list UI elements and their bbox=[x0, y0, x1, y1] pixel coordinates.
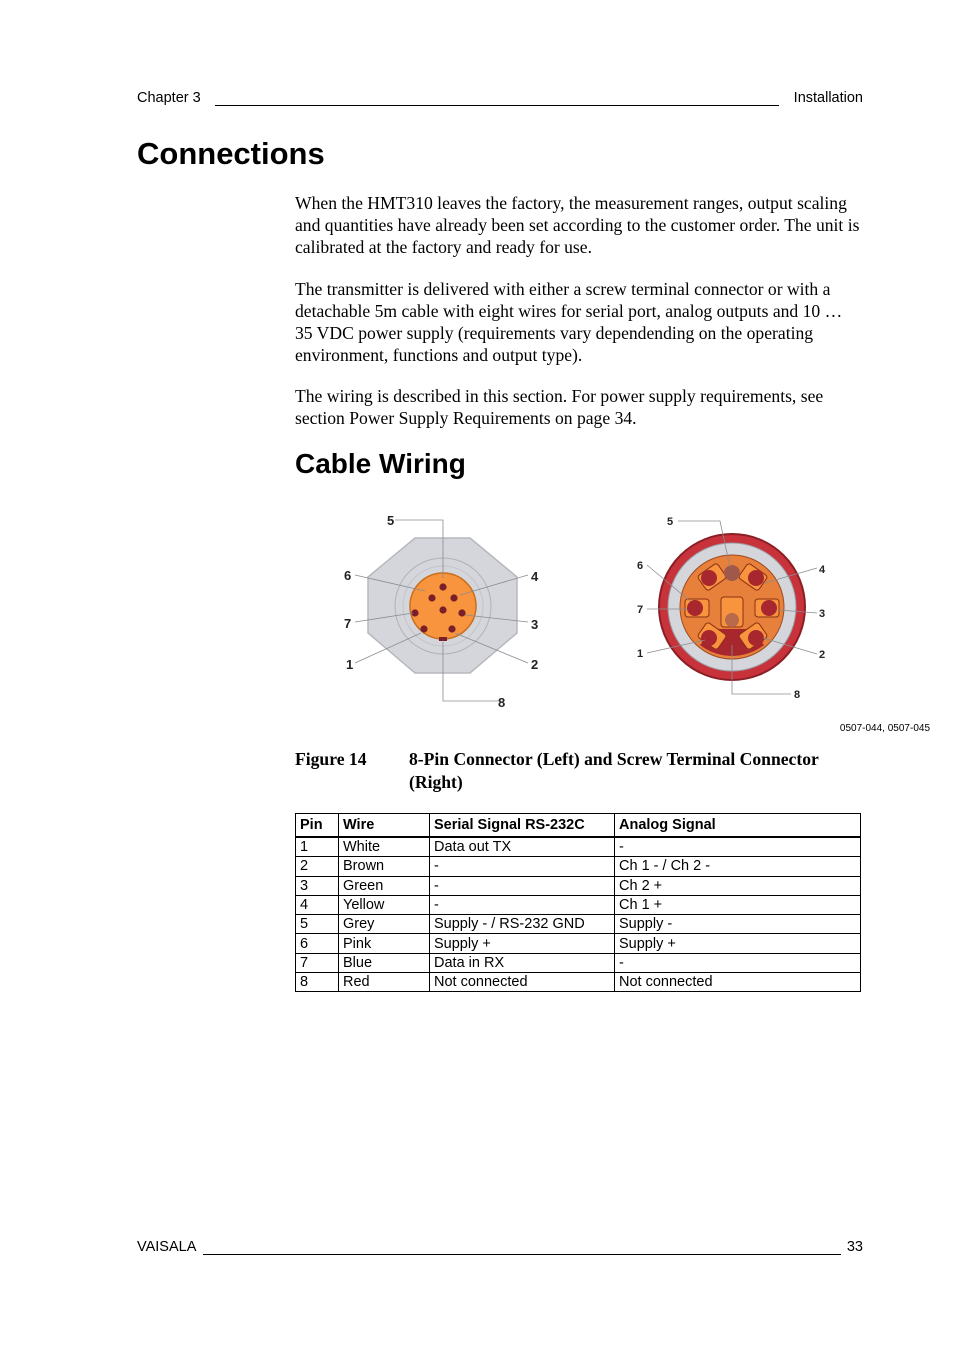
cell-analog: - bbox=[615, 837, 861, 857]
cell-wire: Pink bbox=[339, 934, 430, 953]
header-serial-signal: Serial Signal RS-232C bbox=[430, 814, 615, 838]
connector-illustration bbox=[295, 505, 860, 745]
cell-wire: Grey bbox=[339, 915, 430, 934]
connector-figure bbox=[295, 505, 860, 745]
cell-serial: Not connected bbox=[430, 973, 615, 992]
paragraph-delivery: The transmitter is delivered with either a screw terminal connector or with a detachable 5m cable with eight wires for serial port, analog outputs and 10 … 35 VDC power supply (requirements vary dependending on the operating environment, functions and output type). bbox=[295, 279, 843, 365]
cell-analog: Supply - bbox=[615, 915, 861, 934]
page-title: Connections bbox=[137, 136, 325, 171]
footer-company: VAISALA bbox=[137, 1239, 197, 1255]
cell-wire: Brown bbox=[339, 857, 430, 876]
cell-wire: White bbox=[339, 837, 430, 857]
cell-wire: Green bbox=[339, 876, 430, 895]
cell-analog: Ch 2 + bbox=[615, 876, 861, 895]
paragraph-intro: When the HMT310 leaves the factory, the measurement ranges, output scaling and quantities have already been set according to the customer order. The unit is calibrated at the factory and ready for use. bbox=[295, 193, 860, 257]
page-header bbox=[137, 90, 863, 110]
pin-connector-left bbox=[355, 520, 528, 701]
cell-pin: 7 bbox=[296, 953, 339, 972]
right-pin-4-label: 4 bbox=[819, 564, 826, 576]
figure-caption-text: 8-Pin Connector (Left) and Screw Terminal Connector (Right) bbox=[409, 749, 819, 792]
cell-analog: Not connected bbox=[615, 973, 861, 992]
figure-code: 0507-044, 0507-045 bbox=[839, 723, 930, 734]
pin-wiring-table bbox=[295, 813, 861, 992]
paragraph-wiring: The wiring is described in this section. For power supply requirements, see section Power Supply Requirements on page 34. bbox=[295, 386, 824, 428]
page-footer bbox=[137, 1239, 863, 1259]
cell-serial: Supply + bbox=[430, 934, 615, 953]
right-pin-2-label: 2 bbox=[819, 649, 826, 661]
screw-terminal-right bbox=[647, 521, 817, 694]
left-pin-7-label: 7 bbox=[344, 616, 352, 631]
table-row bbox=[296, 857, 861, 876]
cell-serial: Data in RX bbox=[430, 953, 615, 972]
cell-pin: 6 bbox=[296, 934, 339, 953]
header-analog-signal: Analog Signal bbox=[615, 814, 861, 838]
cell-serial: Data out TX bbox=[430, 837, 615, 857]
cell-pin: 5 bbox=[296, 915, 339, 934]
header-pin: Pin bbox=[296, 814, 339, 838]
cell-wire: Yellow bbox=[339, 895, 430, 914]
left-pin-3-label: 3 bbox=[531, 617, 539, 632]
left-pin-5-label: 5 bbox=[387, 513, 395, 528]
cell-analog: Ch 1 + bbox=[615, 895, 861, 914]
section-title: Cable Wiring bbox=[295, 448, 466, 479]
figure-number: Figure 14 bbox=[295, 749, 367, 769]
cell-serial: - bbox=[430, 857, 615, 876]
page-number: 33 bbox=[846, 1239, 863, 1255]
cell-serial: - bbox=[430, 895, 615, 914]
table-row bbox=[296, 973, 861, 992]
table-row bbox=[296, 876, 861, 895]
right-pin-5-label: 5 bbox=[667, 516, 674, 528]
left-pin-8-label: 8 bbox=[498, 695, 506, 710]
footer-rule bbox=[203, 1254, 841, 1255]
right-pin-3-label: 3 bbox=[819, 608, 826, 620]
cell-wire: Blue bbox=[339, 953, 430, 972]
left-pin-2-label: 2 bbox=[531, 657, 539, 672]
cell-pin: 2 bbox=[296, 857, 339, 876]
header-section: Installation bbox=[793, 90, 863, 106]
left-pin-1-label: 1 bbox=[346, 657, 354, 672]
table-header-row bbox=[296, 814, 861, 838]
right-pin-1-label: 1 bbox=[637, 648, 644, 660]
table-row bbox=[296, 915, 861, 934]
table-row bbox=[296, 895, 861, 914]
left-pin-4-label: 4 bbox=[531, 569, 539, 584]
cell-pin: 3 bbox=[296, 876, 339, 895]
cell-pin: 1 bbox=[296, 837, 339, 857]
cell-analog: - bbox=[615, 953, 861, 972]
right-pin-8-label: 8 bbox=[794, 689, 801, 701]
table-row bbox=[296, 934, 861, 953]
cell-pin: 8 bbox=[296, 973, 339, 992]
cell-analog: Ch 1 - / Ch 2 - bbox=[615, 857, 861, 876]
cell-serial: - bbox=[430, 876, 615, 895]
right-pin-7-label: 7 bbox=[637, 604, 644, 616]
header-wire: Wire bbox=[339, 814, 430, 838]
left-pin-6-label: 6 bbox=[344, 568, 352, 583]
cell-pin: 4 bbox=[296, 895, 339, 914]
right-pin-6-label: 6 bbox=[637, 560, 644, 572]
header-rule bbox=[215, 105, 779, 106]
header-chapter: Chapter 3 bbox=[137, 90, 201, 106]
cell-serial: Supply - / RS-232 GND bbox=[430, 915, 615, 934]
cell-wire: Red bbox=[339, 973, 430, 992]
cell-analog: Supply + bbox=[615, 934, 861, 953]
table-row bbox=[296, 837, 861, 857]
table-row bbox=[296, 953, 861, 972]
